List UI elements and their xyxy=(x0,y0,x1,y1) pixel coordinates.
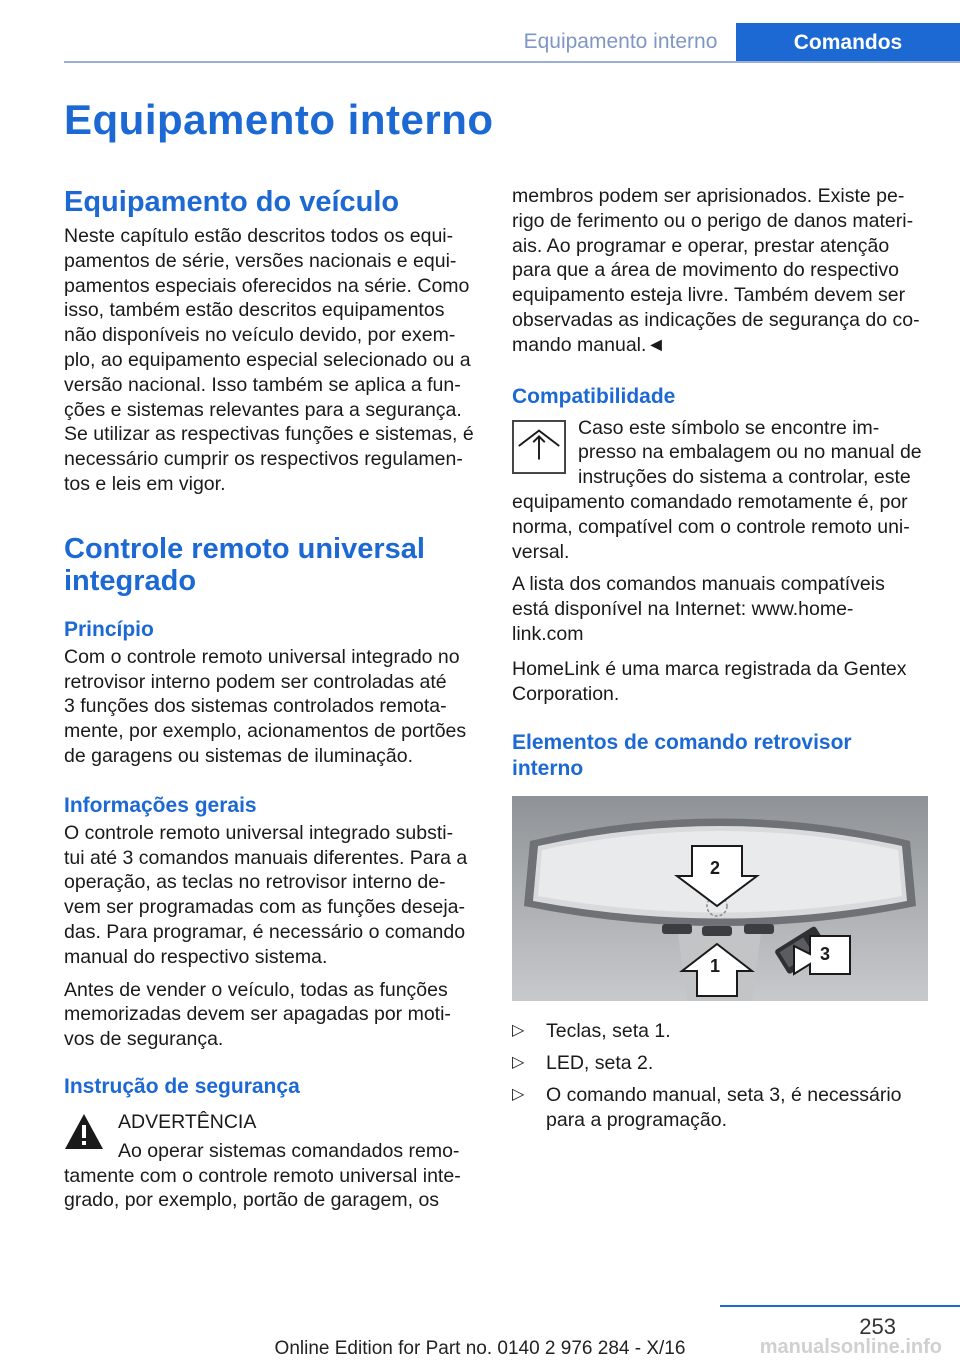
text-line: norma, compatível com o controle remoto uni- xyxy=(512,515,910,538)
text-line: presso na embalagem ou no manual de xyxy=(578,441,922,464)
compatibility-paragraph xyxy=(512,416,926,565)
text-line: A lista dos comandos manuais compatíveis xyxy=(512,573,885,596)
text-line: está disponível na Internet: www.home- xyxy=(512,598,854,621)
text-line: versão nacional. Isso também se aplica a fun- xyxy=(64,373,461,396)
text-line: instruções do sistema a controlar, este xyxy=(578,466,911,489)
figure-label-1: 1 xyxy=(710,956,721,977)
paragraph-homelink xyxy=(512,657,926,707)
footer-rule xyxy=(720,1305,960,1307)
heading-instrucao-seguranca: Instrução de segurança xyxy=(64,1074,300,1098)
list-item-text: LED, seta 2. xyxy=(546,1052,654,1075)
heading-controle-remoto xyxy=(64,533,478,597)
text-line: link.com xyxy=(512,622,584,645)
figure-label-3: 3 xyxy=(820,944,831,965)
text-line: vos de segurança. xyxy=(64,1028,224,1051)
heading-line: Elementos de comando retrovisor xyxy=(512,731,852,755)
list-item-text: para a programação. xyxy=(546,1108,728,1131)
figure-label-2: 2 xyxy=(710,858,721,879)
rearview-mirror-figure xyxy=(512,796,928,1001)
text-line: mando manual.◄ xyxy=(512,333,666,356)
text-line: Corporation. xyxy=(512,682,620,705)
paragraph-equipamento xyxy=(64,224,478,497)
text-line: versal. xyxy=(512,540,570,563)
header-rule xyxy=(64,61,960,63)
warning-label: ADVERTÊNCIA xyxy=(118,1110,257,1133)
text-line: rigo de ferimento ou o perigo de danos materi- xyxy=(512,209,914,232)
watermark: manualsonline.info xyxy=(759,1336,942,1358)
heading-compatibilidade: Compatibilidade xyxy=(512,384,676,408)
list-bullet-icon: ▷ xyxy=(512,1085,525,1103)
text-line: tamente com o controle remoto universal inte- xyxy=(64,1164,461,1187)
text-line: necessário cumprir os respectivos regulamen- xyxy=(64,448,463,471)
list-item xyxy=(512,1019,926,1044)
list-item xyxy=(512,1083,926,1133)
warning-triangle-icon xyxy=(64,1112,104,1152)
text-line: das. Para programar, é necessário o comando xyxy=(64,920,466,943)
text-line: Com o controle remoto universal integrado no xyxy=(64,645,460,668)
text-line: ais. Ao programar e operar, prestar atenção xyxy=(512,234,890,257)
text-line: tui até 3 comandos manuais diferentes. Para a xyxy=(64,846,468,869)
text-line: HomeLink é uma marca registrada da Gentex xyxy=(512,657,907,680)
text-line: Se utilizar as respectivas funções e sistemas, é xyxy=(64,423,474,446)
paragraph-informacoes-2 xyxy=(64,978,478,1052)
text-line: pamentos especiais oferecidos na série. Como xyxy=(64,274,470,297)
paragraph-informacoes-1 xyxy=(64,821,478,970)
list-bullet-icon: ▷ xyxy=(512,1054,525,1072)
text-line: para que a área de movimento do respectivo xyxy=(512,259,899,282)
heading-equipamento-veiculo: Equipamento do veículo xyxy=(64,186,400,218)
text-line: Caso este símbolo se encontre im- xyxy=(578,416,880,439)
safety-warning xyxy=(64,1110,478,1213)
heading-principio: Princípio xyxy=(64,617,154,641)
header-chapter-tab: Comandos xyxy=(736,23,960,63)
text-line: pamentos de série, versões nacionais e equi- xyxy=(64,249,457,272)
edition-text: Online Edition for Part no. 0140 2 976 284 - X/16 xyxy=(274,1338,686,1359)
paragraph-lista-compativeis xyxy=(512,572,926,646)
text-line: equipamento esteja livre. Também devem ser xyxy=(512,284,906,307)
page-number: 253 xyxy=(859,1314,896,1339)
list-item-text: Teclas, seta 1. xyxy=(546,1020,671,1043)
text-line: de garagens ou sistemas de iluminação. xyxy=(64,744,414,767)
right-column xyxy=(512,184,926,1133)
text-line: grado, por exemplo, portão de garagem, os xyxy=(64,1189,440,1212)
left-column xyxy=(64,180,478,1213)
text-line: memorizadas devem ser apagadas por moti- xyxy=(64,1003,451,1026)
text-line: observadas as indicações de segurança do co- xyxy=(512,308,920,331)
text-line: Neste capítulo estão descritos todos os equi- xyxy=(64,225,454,247)
text-line: isso, também estão descritos equipamentos xyxy=(64,299,445,322)
page-title: Equipamento interno xyxy=(64,96,494,143)
header-section-tab: Equipamento interno xyxy=(523,30,718,53)
text-line: mente, por exemplo, acionamentos de portões xyxy=(64,720,467,743)
text-line: O controle remoto universal integrado substi- xyxy=(64,821,454,844)
list-item xyxy=(512,1051,926,1076)
text-line: 3 funções dos sistemas controlados remota- xyxy=(64,695,447,718)
text-line: membros podem ser aprisionados. Existe pe- xyxy=(512,185,905,207)
text-line: ções e sistemas relevantes para a segurança. xyxy=(64,398,462,421)
text-line: não disponíveis no veículo devido, por exem- xyxy=(64,324,456,347)
list-bullet-icon: ▷ xyxy=(512,1022,525,1040)
paragraph-warning-continued xyxy=(512,184,926,358)
heading-line: Controle remoto universal xyxy=(64,532,425,565)
controls-list xyxy=(512,1019,926,1132)
heading-elementos-comando xyxy=(512,730,926,782)
text-line: vem ser programadas com as funções deseja- xyxy=(64,896,466,919)
text-line: tos e leis em vigor. xyxy=(64,472,226,495)
text-line: operação, as teclas no retrovisor interno de- xyxy=(64,871,446,894)
list-item-text: O comando manual, seta 3, é necessário xyxy=(546,1083,902,1106)
heading-line: integrado xyxy=(64,564,197,597)
text-line: equipamento comandado remotamente é, por xyxy=(512,490,908,513)
text-line: Ao operar sistemas comandados remo- xyxy=(118,1139,460,1162)
heading-informacoes-gerais: Informações gerais xyxy=(64,793,257,817)
homelink-house-icon xyxy=(512,420,566,474)
paragraph-principio xyxy=(64,645,478,769)
text-line: plo, ao equipamento especial selecionado ou a xyxy=(64,348,471,371)
text-line: manual do respectivo sistema. xyxy=(64,945,328,968)
text-line: Antes de vender o veículo, todas as funções xyxy=(64,978,448,1001)
text-line: retrovisor interno podem ser controladas até xyxy=(64,670,447,693)
heading-line: interno xyxy=(512,757,584,781)
